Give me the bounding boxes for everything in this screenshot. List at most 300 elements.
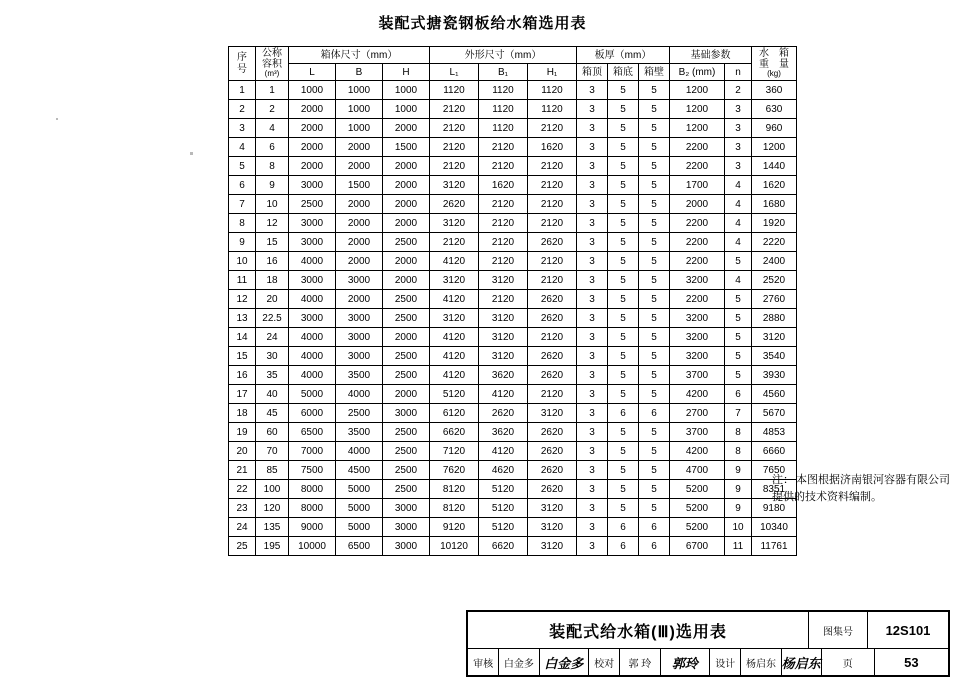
cell-plate-bottom: 5	[608, 347, 639, 366]
cell-B: 4000	[336, 385, 383, 404]
cell-B2: 1700	[670, 176, 725, 195]
header-seq-line2: 号	[237, 63, 247, 75]
cell-B: 3000	[336, 347, 383, 366]
cell-B2: 2000	[670, 195, 725, 214]
cell-volume: 195	[256, 537, 289, 556]
cell-plate-bottom: 6	[608, 518, 639, 537]
cell-H1: 2620	[528, 366, 577, 385]
cell-H1: 2620	[528, 290, 577, 309]
cell-plate-bottom: 5	[608, 499, 639, 518]
cell-weight: 3540	[752, 347, 797, 366]
header-plate-thickness: 板厚（mm）	[577, 47, 670, 64]
cell-weight: 1200	[752, 138, 797, 157]
cell-B2: 3200	[670, 347, 725, 366]
table-header-row-2	[229, 64, 797, 81]
cell-B2: 2200	[670, 157, 725, 176]
cell-plate-top: 3	[577, 157, 608, 176]
cell-L1: 4120	[430, 290, 479, 309]
cell-H1: 2620	[528, 461, 577, 480]
cell-H: 2000	[383, 214, 430, 233]
cell-plate-wall: 6	[639, 404, 670, 423]
cell-B2: 5200	[670, 518, 725, 537]
cell-B: 4000	[336, 442, 383, 461]
cell-weight: 8351	[752, 480, 797, 499]
cell-volume: 6	[256, 138, 289, 157]
cell-H: 2500	[383, 366, 430, 385]
table-head	[229, 47, 797, 81]
cell-L1: 2120	[430, 157, 479, 176]
cell-B: 5000	[336, 480, 383, 499]
cell-L1: 7620	[430, 461, 479, 480]
check-name: 郭 玲	[620, 649, 660, 675]
header-volume-line1: 公称	[262, 48, 282, 59]
cell-weight: 1920	[752, 214, 797, 233]
table-row	[229, 328, 797, 347]
cell-H1: 2620	[528, 233, 577, 252]
cell-L: 6500	[289, 423, 336, 442]
cell-B: 2000	[336, 290, 383, 309]
header-volume	[256, 47, 289, 81]
cell-B2: 2200	[670, 233, 725, 252]
cell-seq: 12	[229, 290, 256, 309]
cell-seq: 1	[229, 81, 256, 100]
cell-weight: 2880	[752, 309, 797, 328]
cell-L1: 3120	[430, 309, 479, 328]
cell-plate-wall: 5	[639, 176, 670, 195]
header-n: n	[725, 64, 752, 81]
cell-volume: 30	[256, 347, 289, 366]
cell-H: 3000	[383, 499, 430, 518]
cell-seq: 21	[229, 461, 256, 480]
cell-L1: 2120	[430, 138, 479, 157]
cell-plate-wall: 5	[639, 233, 670, 252]
cell-L: 1000	[289, 81, 336, 100]
header-B: B	[336, 64, 383, 81]
cell-B2: 5200	[670, 480, 725, 499]
design-signature: 杨启东	[782, 649, 822, 675]
cell-B: 1000	[336, 100, 383, 119]
cell-B1: 3120	[479, 328, 528, 347]
table-row	[229, 537, 797, 556]
cell-volume: 15	[256, 233, 289, 252]
header-B1: B₁	[479, 64, 528, 81]
cell-plate-bottom: 5	[608, 309, 639, 328]
cell-plate-top: 3	[577, 366, 608, 385]
cell-plate-top: 3	[577, 385, 608, 404]
cell-L1: 4120	[430, 366, 479, 385]
cell-volume: 8	[256, 157, 289, 176]
cell-n: 3	[725, 138, 752, 157]
cell-H1: 3120	[528, 537, 577, 556]
page-value: 53	[904, 654, 919, 670]
cell-H1: 2120	[528, 119, 577, 138]
cell-H1: 1120	[528, 81, 577, 100]
cell-plate-top: 3	[577, 176, 608, 195]
cell-n: 9	[725, 480, 752, 499]
cell-plate-wall: 5	[639, 100, 670, 119]
cell-weight: 3930	[752, 366, 797, 385]
cell-n: 5	[725, 328, 752, 347]
cell-plate-wall: 5	[639, 157, 670, 176]
table-row	[229, 233, 797, 252]
cell-plate-top: 3	[577, 81, 608, 100]
cell-B2: 1200	[670, 119, 725, 138]
cell-plate-bottom: 5	[608, 385, 639, 404]
cell-B1: 4120	[479, 385, 528, 404]
note-text: 本图根据济南银河容器有限公司提供的技术资料编制。	[772, 474, 950, 504]
cell-B1: 2120	[479, 290, 528, 309]
table-row	[229, 480, 797, 499]
cell-L1: 3120	[430, 271, 479, 290]
cell-L: 4000	[289, 347, 336, 366]
cell-weight: 10340	[752, 518, 797, 537]
cell-plate-wall: 5	[639, 138, 670, 157]
cell-plate-top: 3	[577, 138, 608, 157]
cell-n: 4	[725, 214, 752, 233]
cell-weight: 5670	[752, 404, 797, 423]
cell-H: 2500	[383, 442, 430, 461]
cell-H1: 2620	[528, 442, 577, 461]
cell-n: 4	[725, 271, 752, 290]
table-row	[229, 290, 797, 309]
table-row	[229, 461, 797, 480]
cell-B1: 2620	[479, 404, 528, 423]
cell-L1: 4120	[430, 328, 479, 347]
cell-H1: 2620	[528, 423, 577, 442]
cell-L1: 2120	[430, 119, 479, 138]
cell-B2: 3200	[670, 309, 725, 328]
cell-plate-top: 3	[577, 100, 608, 119]
cell-seq: 22	[229, 480, 256, 499]
cell-n: 4	[725, 176, 752, 195]
cell-plate-top: 3	[577, 423, 608, 442]
cell-plate-bottom: 5	[608, 461, 639, 480]
cell-volume: 22.5	[256, 309, 289, 328]
cell-volume: 100	[256, 480, 289, 499]
table-row	[229, 385, 797, 404]
cell-plate-wall: 5	[639, 119, 670, 138]
cell-H1: 2120	[528, 328, 577, 347]
cell-L1: 3120	[430, 214, 479, 233]
cell-n: 4	[725, 195, 752, 214]
cell-n: 8	[725, 442, 752, 461]
cell-plate-bottom: 5	[608, 423, 639, 442]
cell-plate-bottom: 5	[608, 480, 639, 499]
cell-plate-top: 3	[577, 119, 608, 138]
cell-B2: 2200	[670, 290, 725, 309]
header-weight-line1: 水 箱	[759, 48, 789, 59]
cell-B: 3000	[336, 309, 383, 328]
cell-L1: 6120	[430, 404, 479, 423]
cell-L1: 10120	[430, 537, 479, 556]
cell-plate-bottom: 6	[608, 537, 639, 556]
cell-B1: 1120	[479, 119, 528, 138]
cell-weight: 9180	[752, 499, 797, 518]
cell-volume: 35	[256, 366, 289, 385]
header-weight-line2: 重 量	[759, 59, 789, 71]
header-seq-line1: 序	[237, 52, 247, 64]
table-row	[229, 157, 797, 176]
cell-plate-bottom: 5	[608, 271, 639, 290]
cell-B1: 4120	[479, 442, 528, 461]
header-B2: B₂ (mm)	[670, 64, 725, 81]
scan-speck	[190, 152, 193, 155]
cell-plate-wall: 6	[639, 518, 670, 537]
cell-L: 2500	[289, 195, 336, 214]
cell-H1: 2120	[528, 252, 577, 271]
cell-plate-bottom: 5	[608, 214, 639, 233]
cell-n: 5	[725, 366, 752, 385]
cell-volume: 85	[256, 461, 289, 480]
cell-seq: 8	[229, 214, 256, 233]
cell-H: 2500	[383, 423, 430, 442]
scan-speck	[56, 118, 58, 120]
cell-B: 2000	[336, 214, 383, 233]
cell-H: 2000	[383, 195, 430, 214]
cell-B1: 2120	[479, 214, 528, 233]
cell-seq: 2	[229, 100, 256, 119]
cell-B1: 1620	[479, 176, 528, 195]
table-row	[229, 81, 797, 100]
header-L1: L₁	[430, 64, 479, 81]
cell-plate-wall: 5	[639, 347, 670, 366]
cell-weight: 3120	[752, 328, 797, 347]
cell-plate-bottom: 5	[608, 366, 639, 385]
table-row	[229, 100, 797, 119]
cell-L1: 2120	[430, 233, 479, 252]
cell-n: 11	[725, 537, 752, 556]
cell-L1: 9120	[430, 518, 479, 537]
cell-weight: 1620	[752, 176, 797, 195]
cell-L1: 4120	[430, 347, 479, 366]
cell-H: 2000	[383, 157, 430, 176]
table-row	[229, 518, 797, 537]
header-weight	[752, 47, 797, 81]
cell-B2: 1200	[670, 100, 725, 119]
cell-L1: 2620	[430, 195, 479, 214]
cell-plate-bottom: 6	[608, 404, 639, 423]
cell-plate-top: 3	[577, 252, 608, 271]
header-box-dimensions: 箱体尺寸（mm）	[289, 47, 430, 64]
cell-H1: 2120	[528, 271, 577, 290]
cell-plate-bottom: 5	[608, 328, 639, 347]
cell-B: 5000	[336, 499, 383, 518]
design-name: 杨启东	[741, 649, 781, 675]
cell-plate-bottom: 5	[608, 233, 639, 252]
cell-H: 2500	[383, 233, 430, 252]
cell-B: 6500	[336, 537, 383, 556]
table-header-row-1	[229, 47, 797, 64]
cell-B1: 3120	[479, 309, 528, 328]
cell-B1: 2120	[479, 157, 528, 176]
cell-B: 2500	[336, 404, 383, 423]
cell-B2: 3700	[670, 423, 725, 442]
cell-B2: 5200	[670, 499, 725, 518]
cell-H: 2000	[383, 271, 430, 290]
cell-n: 8	[725, 423, 752, 442]
cell-B: 3500	[336, 423, 383, 442]
table-row	[229, 404, 797, 423]
cell-L: 5000	[289, 385, 336, 404]
table-row	[229, 442, 797, 461]
cell-B: 2000	[336, 233, 383, 252]
cell-B2: 4200	[670, 442, 725, 461]
table-row	[229, 309, 797, 328]
cell-seq: 14	[229, 328, 256, 347]
header-plate-top: 箱顶	[577, 64, 608, 81]
cell-seq: 20	[229, 442, 256, 461]
cell-weight: 2400	[752, 252, 797, 271]
cell-n: 5	[725, 252, 752, 271]
cell-B: 2000	[336, 157, 383, 176]
cell-L: 2000	[289, 119, 336, 138]
cell-plate-top: 3	[577, 461, 608, 480]
cell-n: 3	[725, 157, 752, 176]
cell-B2: 1200	[670, 81, 725, 100]
cell-plate-wall: 5	[639, 81, 670, 100]
check-label: 校对	[589, 649, 620, 675]
cell-L: 7500	[289, 461, 336, 480]
cell-n: 9	[725, 499, 752, 518]
cell-B2: 4200	[670, 385, 725, 404]
selection-table	[228, 46, 797, 556]
cell-seq: 6	[229, 176, 256, 195]
cell-H: 2000	[383, 328, 430, 347]
cell-B2: 4700	[670, 461, 725, 480]
cell-B2: 3700	[670, 366, 725, 385]
cell-L: 2000	[289, 157, 336, 176]
header-volume-unit: (m³)	[264, 69, 280, 79]
cell-weight: 2520	[752, 271, 797, 290]
title-block	[466, 610, 950, 677]
cell-B1: 5120	[479, 518, 528, 537]
cell-B1: 3120	[479, 347, 528, 366]
cell-B: 2000	[336, 138, 383, 157]
cell-n: 2	[725, 81, 752, 100]
cell-B2: 3200	[670, 271, 725, 290]
cell-plate-top: 3	[577, 518, 608, 537]
cell-L: 4000	[289, 366, 336, 385]
cell-volume: 16	[256, 252, 289, 271]
cell-plate-bottom: 5	[608, 176, 639, 195]
cell-plate-wall: 5	[639, 385, 670, 404]
header-H1: H₁	[528, 64, 577, 81]
cell-B: 4500	[336, 461, 383, 480]
cell-H: 2500	[383, 461, 430, 480]
cell-volume: 135	[256, 518, 289, 537]
table-body	[229, 81, 797, 556]
cell-B1: 2120	[479, 252, 528, 271]
cell-H: 1500	[383, 138, 430, 157]
cell-plate-top: 3	[577, 214, 608, 233]
cell-weight: 11761	[752, 537, 797, 556]
cell-L: 9000	[289, 518, 336, 537]
cell-seq: 19	[229, 423, 256, 442]
cell-B2: 2700	[670, 404, 725, 423]
cell-plate-bottom: 5	[608, 195, 639, 214]
cell-plate-bottom: 5	[608, 290, 639, 309]
cell-L: 4000	[289, 252, 336, 271]
cell-n: 9	[725, 461, 752, 480]
cell-volume: 2	[256, 100, 289, 119]
cell-volume: 120	[256, 499, 289, 518]
cell-B2: 6700	[670, 537, 725, 556]
selection-table-wrapper	[228, 46, 797, 556]
cell-volume: 60	[256, 423, 289, 442]
cell-n: 6	[725, 385, 752, 404]
cell-B: 5000	[336, 518, 383, 537]
cell-B1: 2120	[479, 195, 528, 214]
cell-n: 7	[725, 404, 752, 423]
cell-volume: 12	[256, 214, 289, 233]
cell-seq: 17	[229, 385, 256, 404]
cell-L: 7000	[289, 442, 336, 461]
cell-H: 2500	[383, 347, 430, 366]
cell-plate-top: 3	[577, 404, 608, 423]
cell-H1: 2620	[528, 480, 577, 499]
title-block-row-top	[468, 612, 948, 649]
cell-L: 2000	[289, 100, 336, 119]
cell-n: 3	[725, 119, 752, 138]
cell-plate-bottom: 5	[608, 157, 639, 176]
table-row	[229, 499, 797, 518]
cell-B: 2000	[336, 252, 383, 271]
cell-L1: 5120	[430, 385, 479, 404]
cell-B2: 3200	[670, 328, 725, 347]
cell-H: 2500	[383, 309, 430, 328]
table-row	[229, 423, 797, 442]
cell-B1: 5120	[479, 480, 528, 499]
cell-L: 3000	[289, 233, 336, 252]
cell-B: 3500	[336, 366, 383, 385]
cell-L1: 7120	[430, 442, 479, 461]
table-row	[229, 119, 797, 138]
cell-plate-top: 3	[577, 480, 608, 499]
cell-weight: 6660	[752, 442, 797, 461]
cell-H1: 2620	[528, 347, 577, 366]
cell-plate-bottom: 5	[608, 100, 639, 119]
cell-L: 6000	[289, 404, 336, 423]
cell-plate-bottom: 5	[608, 442, 639, 461]
cell-plate-wall: 5	[639, 480, 670, 499]
cell-weight: 1440	[752, 157, 797, 176]
table-row	[229, 195, 797, 214]
atlas-number-label: 图集号	[809, 612, 868, 648]
cell-L: 2000	[289, 138, 336, 157]
header-outer-dimensions: 外形尺寸（mm）	[430, 47, 577, 64]
cell-weight: 4853	[752, 423, 797, 442]
cell-weight: 960	[752, 119, 797, 138]
atlas-number-value: 12S101	[885, 622, 931, 638]
cell-H1: 3120	[528, 518, 577, 537]
cell-weight: 1680	[752, 195, 797, 214]
cell-plate-wall: 5	[639, 328, 670, 347]
header-plate-wall: 箱壁	[639, 64, 670, 81]
cell-seq: 7	[229, 195, 256, 214]
cell-plate-wall: 6	[639, 537, 670, 556]
cell-plate-wall: 5	[639, 442, 670, 461]
cell-H: 1000	[383, 81, 430, 100]
cell-B1: 3620	[479, 366, 528, 385]
review-label: 审核	[468, 649, 499, 675]
cell-n: 5	[725, 347, 752, 366]
cell-volume: 24	[256, 328, 289, 347]
cell-volume: 18	[256, 271, 289, 290]
header-volume-line2: 容积	[262, 59, 282, 71]
cell-H1: 2120	[528, 176, 577, 195]
header-base-parameters: 基础参数	[670, 47, 752, 64]
cell-n: 4	[725, 233, 752, 252]
